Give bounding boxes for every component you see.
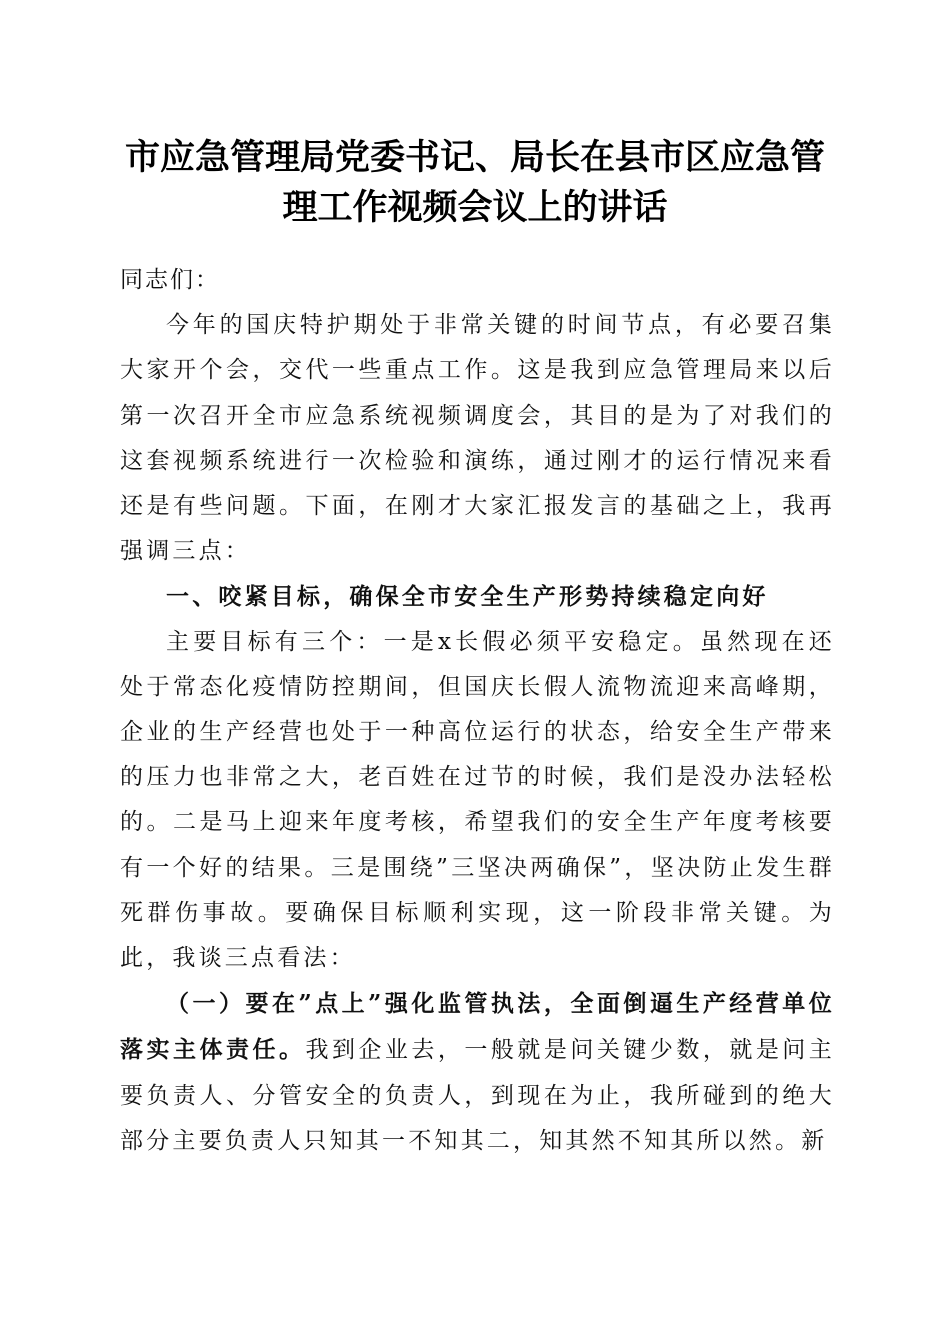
subheading-1: （一）要在”点上”强化监管执法，全面倒逼生产经营单位落实主体责任。 bbox=[120, 990, 835, 1064]
paragraph-goals: 主要目标有三个：一是x长假必须平安稳定。虽然现在还处于常态化疫情防控期间，但国庆长假人流物流迎来高峰期，企业的生产经营也处于一种高位运行的状态，给安全生产带来的压力也非常之大，老百姓在过节的时候，我们是没办法轻松的。二是马上迎来年度考核，希望我们的安全生产年度考核要有一个好的结果。三是围绕”三坚决两确保”，坚决防止发生群死群伤事故。要确保目标顺利实现，这一阶段非常关键。为此，我谈三点看法： bbox=[120, 628, 835, 972]
paragraph-point-1-text: 我到企业去，一般就是问关键少数，就是问主要负责人、分管安全的负责人，到现在为止，我所碰到的绝大部分主要负责人只知其一不知其二，知其然不知其所以然。新 bbox=[120, 1037, 836, 1154]
salutation: 同志们： bbox=[120, 267, 220, 293]
section-heading-1: 一、咬紧目标，确保全市安全生产形势持续稳定向好 bbox=[166, 583, 769, 611]
document-title bbox=[110, 133, 840, 233]
title-line-1: 市应急管理局党委书记、局长在县市区应急管 bbox=[124, 137, 825, 178]
paragraph-intro: 今年的国庆特护期处于非常关键的时间节点，有必要召集大家开个会，交代一些重点工作。这是我到应急管理局来以后第一次召开全市应急系统视频调度会，其目的是为了对我们的这套视频系统进行一次检验和演练，通过刚才的运行情况来看还是有些问题。下面，在刚才大家汇报发言的基础之上，我再强调三点： bbox=[120, 312, 835, 565]
title-line-2: 理工作视频会议上的讲话 bbox=[282, 187, 668, 228]
paragraph-point-1 bbox=[120, 981, 835, 1164]
document-body bbox=[120, 258, 835, 1164]
